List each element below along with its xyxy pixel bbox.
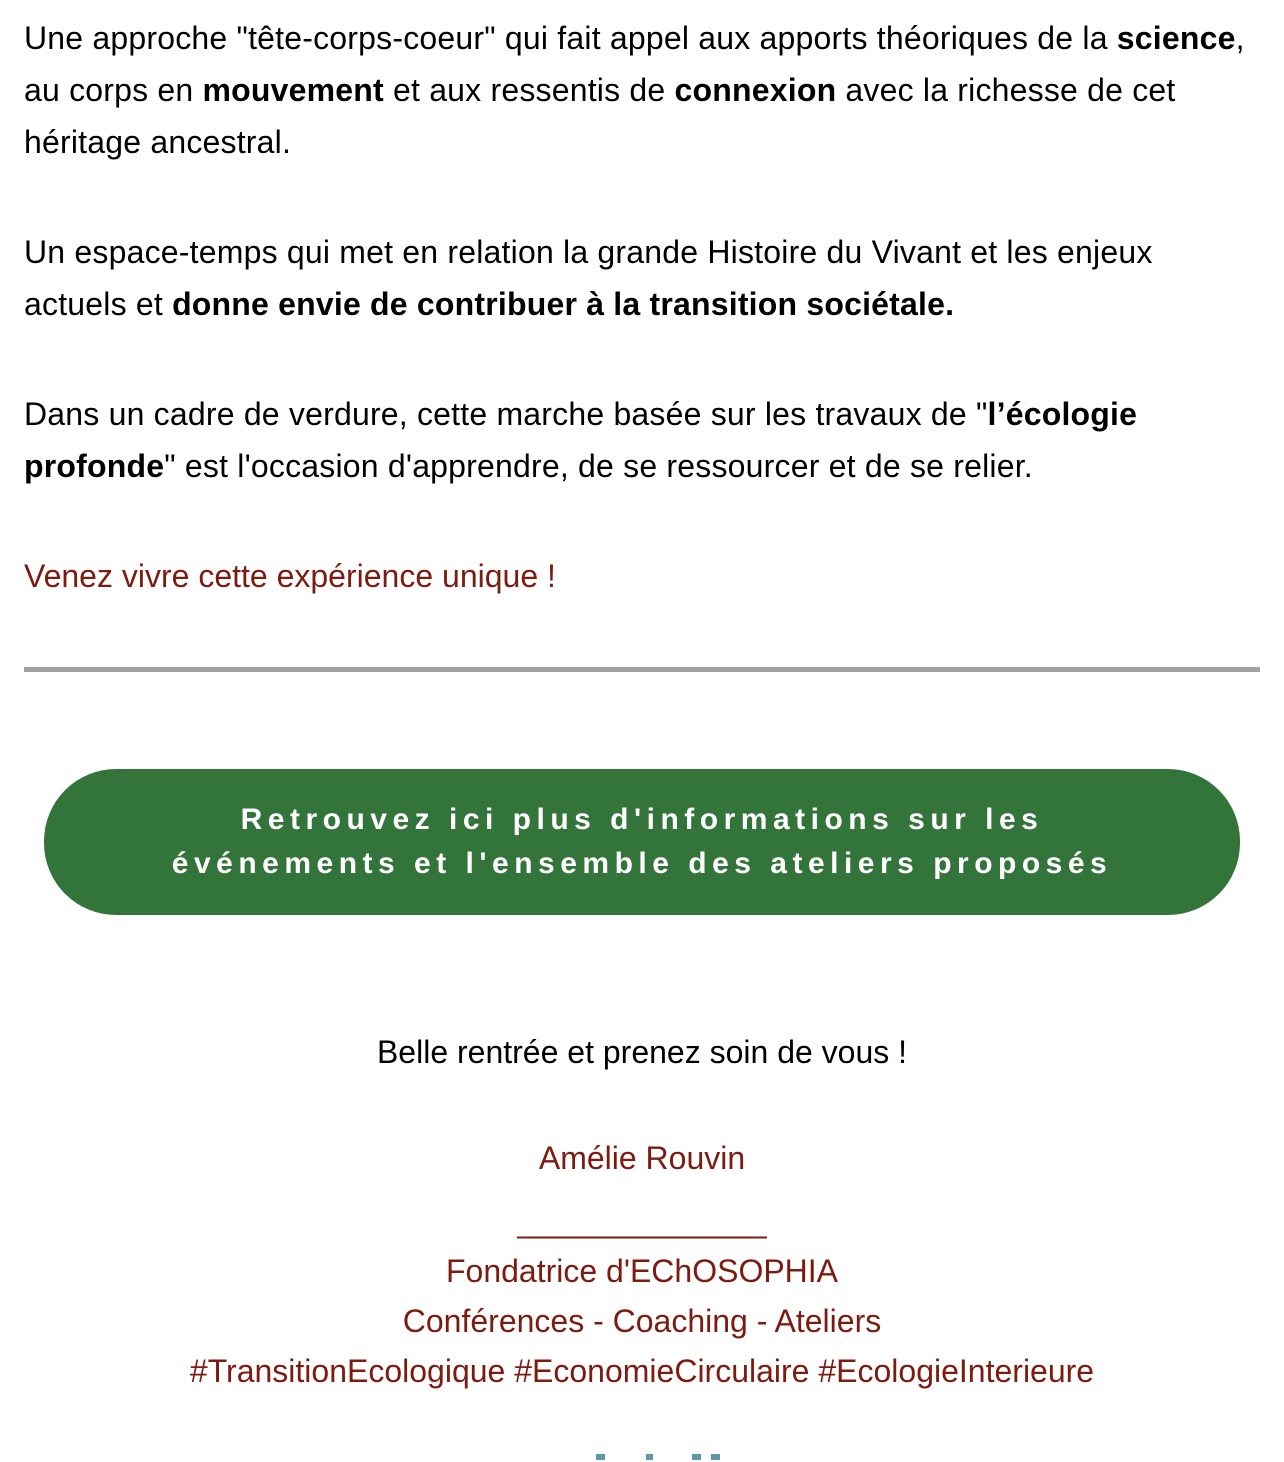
text-segment: Un espace-temps qui met en relation la grande Histoire du Vivant et les enjeux actuels et xyxy=(24,234,1153,322)
paragraph-approche xyxy=(24,12,1260,168)
section-divider xyxy=(24,667,1260,672)
text-segment: Une approche "tête-corps-coeur" qui fait appel aux apports théoriques de la xyxy=(24,20,1117,56)
bold-text-segment: connexion xyxy=(674,72,837,108)
text-segment: " est l'occasion d'apprendre, de se ressourcer et de se relier. xyxy=(164,448,1033,484)
signature-hashtags: #TransitionEcologique #EconomieCirculaire #EcologieInterieure xyxy=(189,1353,1095,1389)
paragraph-espace-temps xyxy=(24,226,1260,330)
signature-name: Amélie Rouvin xyxy=(538,1140,746,1176)
clipped-link[interactable] xyxy=(0,1454,1284,1462)
clipped-link-fragment xyxy=(711,1454,720,1460)
clipped-link-fragment xyxy=(596,1454,605,1460)
bold-text-segment: donne envie de contribuer à la transition sociétale. xyxy=(172,286,955,322)
signature-separator: ______________ xyxy=(517,1203,767,1239)
closing-text: Belle rentrée et prenez soin de vous ! xyxy=(376,1034,908,1070)
info-button[interactable] xyxy=(44,769,1240,915)
cta-text: Venez vivre cette expérience unique ! xyxy=(24,558,556,594)
text-segment: avec la richesse de cet héritage ancestral. xyxy=(24,72,1176,160)
bold-text-segment: mouvement xyxy=(202,72,384,108)
clipped-link-fragment xyxy=(692,1454,701,1460)
text-segment: Dans un cadre de verdure, cette marche basée sur les travaux de " xyxy=(24,396,988,432)
signature-block xyxy=(24,1133,1260,1396)
text-segment: , au corps en xyxy=(24,20,1245,108)
info-button-label-line1: Retrouvez ici plus d'informations sur les xyxy=(240,803,1044,836)
bold-text-segment: science xyxy=(1116,20,1236,56)
bold-text-segment: l’écologie profonde xyxy=(24,396,1138,484)
text-segment: et aux ressentis de xyxy=(383,72,675,108)
signature-role: Fondatrice d'EChOSOPHIA xyxy=(445,1253,839,1289)
clipped-link-fragment xyxy=(646,1454,653,1460)
info-button-label-line2: événements et l'ensemble des ateliers proposés xyxy=(171,847,1113,880)
paragraph-cadre-verdure xyxy=(24,388,1260,492)
signature-services: Conférences - Coaching - Ateliers xyxy=(402,1303,882,1339)
